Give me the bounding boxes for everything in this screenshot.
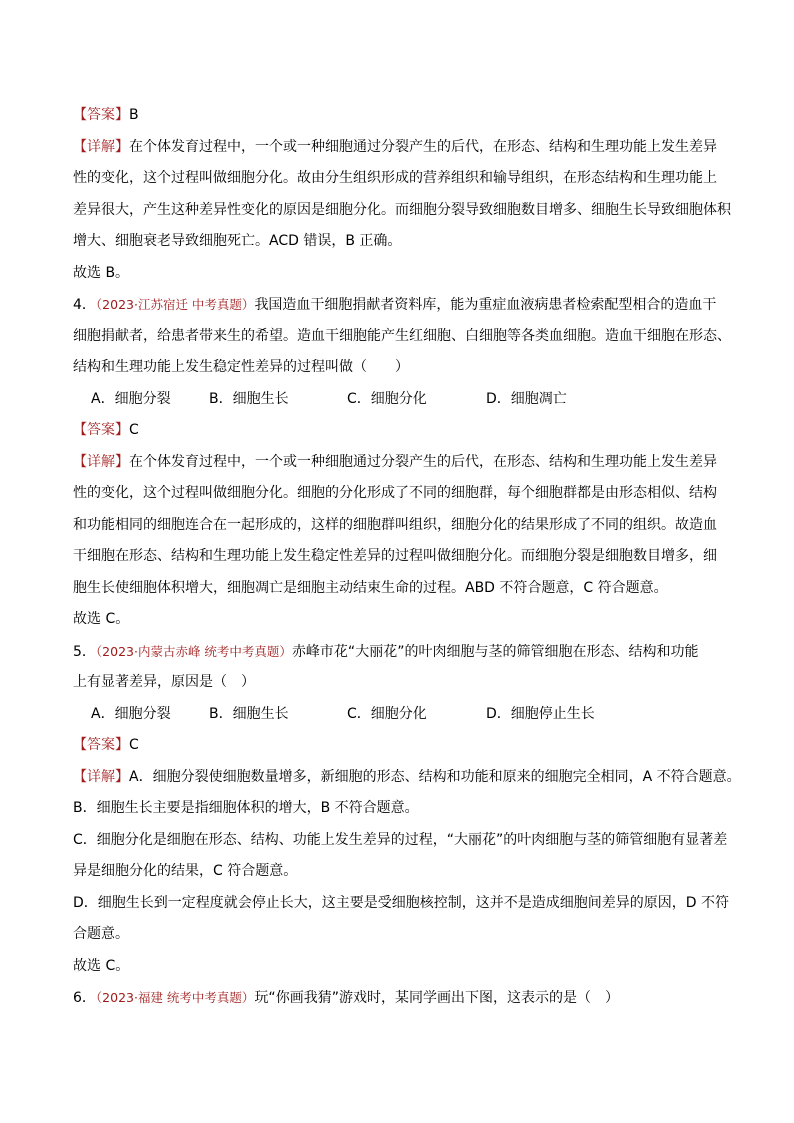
option-c: C．细胞分化 (347, 390, 427, 407)
answer-value: C (129, 422, 139, 438)
question-text: 玩“你画我猜”游戏时，某同学画出下图，这表示的是（ ） (254, 990, 619, 1006)
question-number: 4． (73, 297, 96, 313)
option-b: B．细胞生长 (209, 390, 289, 407)
answer-tag: 【答案】 (73, 737, 129, 753)
question-text-line: 细胞捐献者，给患者带来生的希望。造血干细胞能产生红细胞、白细胞等各类血细胞。造血干细胞在形态、 (73, 327, 731, 344)
question-number: 5． (73, 643, 96, 660)
conclusion-line: 故选 C。 (73, 611, 130, 627)
detail-line (73, 132, 724, 164)
question-text: 我国造血干细胞捐献者资料库，能为重症血液病患者检索配型相合的造血干 (254, 297, 717, 313)
conclusion-line: 故选 B。 (73, 264, 130, 281)
detail-line (73, 762, 741, 794)
question-source: （2023·内蒙古赤峰 统考中考真题） (95, 643, 292, 659)
detail-line: 差异很大，产生这种差异性变化的原因是细胞分化。而细胞分裂导致细胞数目增多、细胞生长导致细胞体积 (73, 201, 731, 218)
option-d: D．细胞停止生长 (486, 705, 595, 722)
detail-tag: 【详解】 (73, 768, 129, 785)
question-source: （2023·江苏宿迁 中考真题） (95, 297, 255, 312)
detail-text: A．细胞分裂使细胞数量增多，新细胞的形态、结构和功能和原来的细胞完全相同，A 不符合题意。 (129, 768, 741, 785)
question-text-line: 上有显著差异，原因是（ ） (73, 674, 255, 690)
option-a: A．细胞分裂 (91, 390, 171, 407)
question-stem (73, 982, 724, 1014)
detail-line: B．细胞生长主要是指细胞体积的增大，B 不符合题意。 (73, 800, 419, 816)
answer-line (73, 100, 724, 132)
answer-value: B (129, 107, 139, 123)
question-stem (73, 289, 724, 321)
answer-value: C (129, 737, 139, 753)
answer-tag: 【答案】 (73, 422, 129, 438)
conclusion-line: 故选 C。 (73, 957, 130, 974)
question-text-line: 结构和生理功能上发生稳定性差异的过程叫做（ ） (73, 359, 409, 375)
detail-line: 增大、细胞衰老导致细胞死亡。ACD 错误，B 正确。 (73, 233, 402, 249)
options-row (73, 384, 724, 416)
detail-line: D．细胞生长到一定程度就会停止长大，这主要是受细胞核控制，这并不是造成细胞间差异的原因，D 不符 (73, 894, 730, 911)
question-source: （2023·福建 统考中考真题） (95, 990, 255, 1005)
detail-line: 性的变化，这个过程叫做细胞分化。细胞的分化形成了不同的细胞群，每个细胞群都是由形态相似、结构 (73, 485, 717, 501)
detail-text: 在个体发育过程中，一个或一种细胞通过分裂产生的后代，在形态、结构和生理功能上发生差异 (129, 138, 717, 155)
question-text: 赤峰市花“大丽花”的叶肉细胞与茎的筛管细胞在形态、结构和功能 (291, 643, 699, 660)
options-row (73, 699, 724, 731)
detail-line: 干细胞在形态、结构和生理功能上发生稳定性差异的过程叫做细胞分化。而细胞分裂是细胞数目增多，细 (73, 548, 717, 564)
answer-tag: 【答案】 (73, 107, 129, 123)
detail-line: 和功能相同的细胞连合在一起形成的，这样的细胞群叫组织，细胞分化的结果形成了不同的组织。故造血 (73, 516, 717, 533)
detail-tag: 【详解】 (73, 138, 129, 155)
detail-line (73, 447, 724, 479)
option-d: D．细胞凋亡 (486, 390, 567, 407)
answer-line (73, 730, 724, 762)
question-stem (73, 636, 724, 668)
detail-tag: 【详解】 (73, 453, 129, 470)
detail-text: 在个体发育过程中，一个或一种细胞通过分裂产生的后代，在形态、结构和生理功能上发生差异 (129, 453, 717, 470)
detail-line: 合题意。 (73, 926, 129, 942)
question-number: 6． (73, 990, 96, 1006)
detail-line: 胞生长使细胞体积增大，细胞凋亡是细胞主动结束生命的过程。ABD 不符合题意，C 符合题意。 (73, 579, 668, 596)
detail-line: 性的变化，这个过程叫做细胞分化。故由分生组织形成的营养组织和输导组织，在形态结构和生理功能上 (73, 170, 717, 186)
detail-line: 异是细胞分化的结果，C 符合题意。 (73, 863, 298, 879)
detail-line: C．细胞分化是细胞在形态、结构、功能上发生差异的过程，“大丽花”的叶肉细胞与茎的筛管细胞有显著差 (73, 831, 728, 848)
option-a: A．细胞分裂 (91, 705, 171, 722)
option-c: C．细胞分化 (347, 705, 427, 722)
answer-line (73, 415, 724, 447)
option-b: B．细胞生长 (209, 705, 289, 722)
